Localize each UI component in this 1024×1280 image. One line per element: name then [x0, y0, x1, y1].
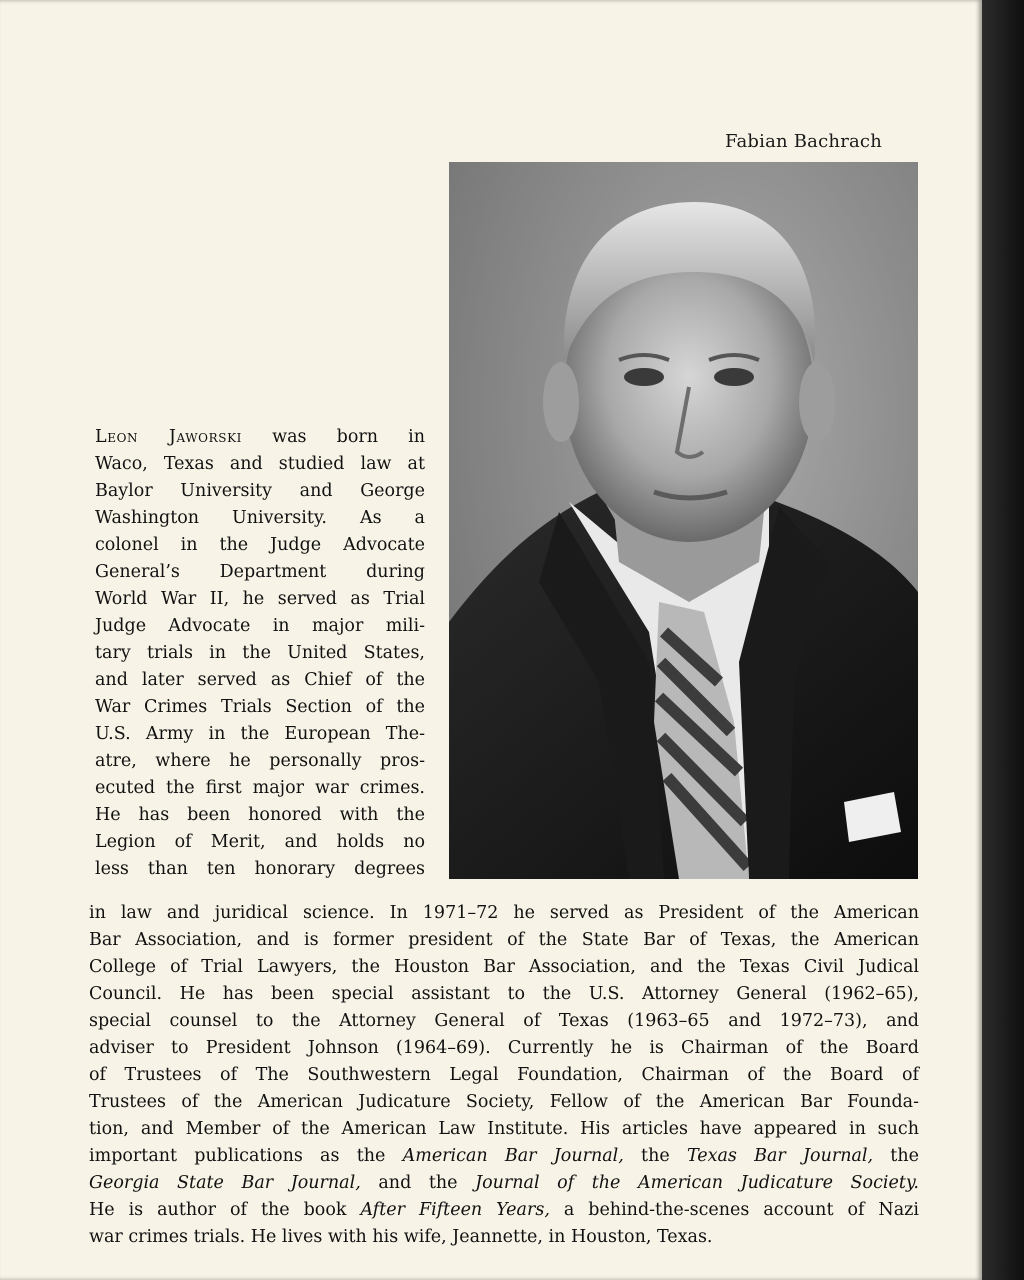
bio-line: colonel in the Judge Advocate — [95, 535, 425, 555]
bio-line: General’s Department during — [95, 562, 425, 582]
bio-line: Council. He has been special assistant to the U.S. Attorney General (1962–65), — [89, 984, 919, 1004]
publication-title: Texas Bar Journal, — [686, 1146, 874, 1166]
author-name: Leon Jaworski — [95, 427, 242, 447]
bio-line: atre, where he personally pros- — [95, 751, 425, 771]
bio-line: important publications as the American Bar Journal, the Texas Bar Journal, the — [89, 1146, 919, 1166]
bio-line: U.S. Army in the European The- — [95, 724, 425, 744]
bio-line: Leon Jaworski was born in — [95, 427, 425, 447]
bio-line: Bar Association, and is former president of the State Bar of Texas, the American — [89, 930, 919, 950]
author-portrait — [449, 162, 918, 879]
bio-line: Judge Advocate in major mili- — [95, 616, 425, 636]
bio-line: He has been honored with the — [95, 805, 425, 825]
bio-line: adviser to President Johnson (1964–69). Currently he is Chairman of the Board — [89, 1038, 919, 1058]
bio-full-width-text — [89, 900, 919, 1251]
bio-line: tary trials in the United States, — [95, 643, 425, 663]
bio-line: Georgia State Bar Journal, and the Journal of the American Judicature Society. — [89, 1173, 919, 1193]
book-title: After Fifteen Years, — [360, 1200, 550, 1220]
bio-line: less than ten honorary degrees — [95, 859, 425, 879]
bio-line: Washington University. As a — [95, 508, 425, 528]
bio-line: war crimes trials. He lives with his wife, Jeannette, in Houston, Texas. — [89, 1227, 713, 1247]
photo-credit: Fabian Bachrach — [725, 131, 882, 152]
bio-line: College of Trial Lawyers, the Houston Bar Association, and the Texas Civil Judical — [89, 957, 919, 977]
bio-line: Baylor University and George — [95, 481, 425, 501]
bio-line: tion, and Member of the American Law Institute. His articles have appeared in such — [89, 1119, 919, 1139]
cover-edge-shadow — [982, 0, 1024, 1280]
bio-line: Waco, Texas and studied law at — [95, 454, 425, 474]
bio-line: of Trustees of The Southwestern Legal Foundation, Chairman of the Board of — [89, 1065, 919, 1085]
publication-title: Georgia State Bar Journal, — [89, 1173, 361, 1193]
portrait-illustration — [449, 162, 918, 879]
publication-title: Journal of the American Judicature Society. — [475, 1173, 919, 1193]
bio-line: ecuted the first major war crimes. — [95, 778, 425, 798]
bio-line: in law and juridical science. In 1971–72 he served as President of the American — [89, 903, 919, 923]
bio-line: and later served as Chief of the — [95, 670, 425, 690]
publication-title: American Bar Journal, — [402, 1146, 624, 1166]
bio-line: World War II, he served as Trial — [95, 589, 425, 609]
bio-line: special counsel to the Attorney General of Texas (1963–65 and 1972–73), and — [89, 1011, 919, 1031]
bio-line: He is author of the book After Fifteen Years, a behind-the-scenes account of Nazi — [89, 1200, 919, 1220]
bio-line: Trustees of the American Judicature Society, Fellow of the American Bar Founda- — [89, 1092, 919, 1112]
bio-column-text — [95, 424, 425, 883]
bio-line: War Crimes Trials Section of the — [95, 697, 425, 717]
bio-line: Legion of Merit, and holds no — [95, 832, 425, 852]
